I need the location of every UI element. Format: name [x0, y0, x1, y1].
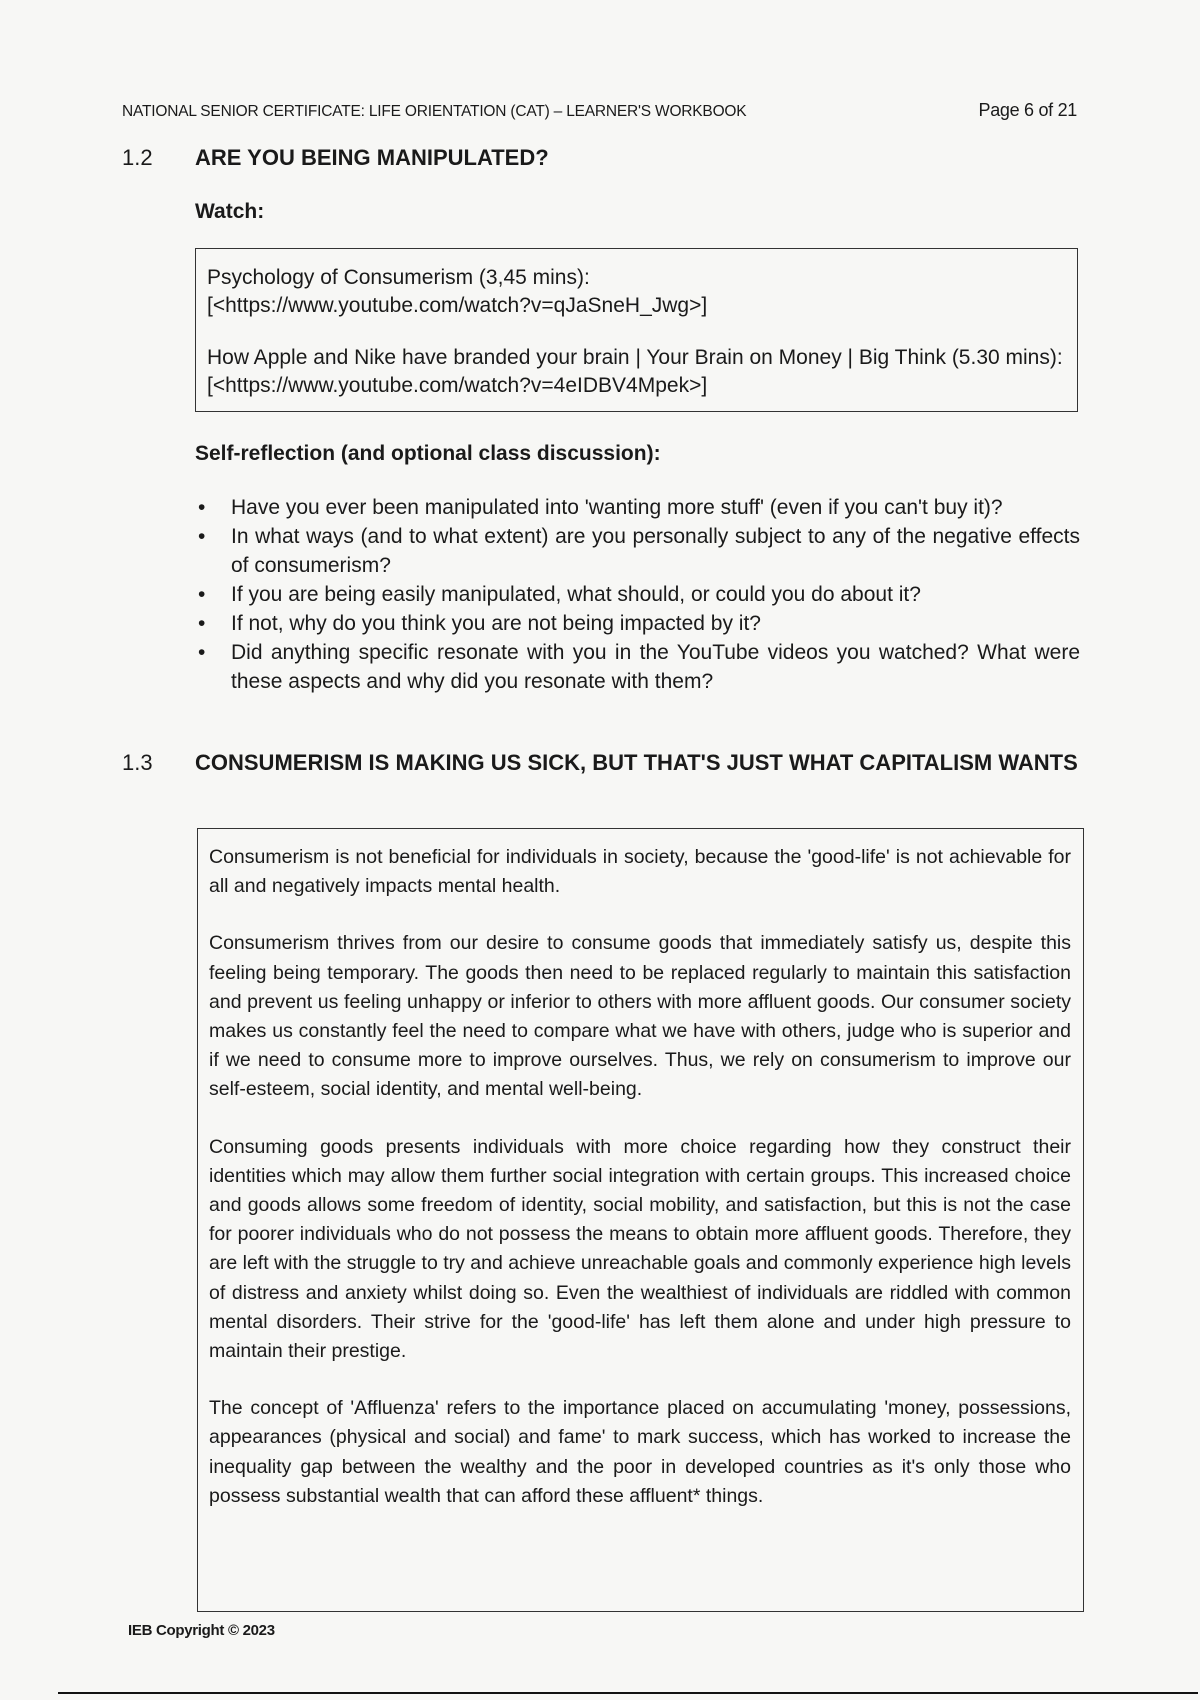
question-text: Did anything specific resonate with you in the YouTube videos you watched? What were these aspects and why did you resonate with them? — [231, 641, 1080, 693]
video-item — [207, 344, 1067, 400]
bullet-icon: • — [198, 583, 206, 606]
list-item — [195, 580, 1080, 609]
article-paragraph: Consuming goods presents individuals with more choice regarding how they construct their identities which may allow them further social integration with certain groups. This increased choice and goods allows some freedom of identity, social mobility, and satisfaction, but this is not the case for poorer individuals who do not possess the means to obtain more affluent goods. Therefore, they are left with the struggle to try and achieve unreachable goals and commonly experience high levels of distress and anxiety whilst doing so. Even the wealthiest of individuals are riddled with common mental disorders. Their strive for the 'good-life' has left them alone and under high pressure to maintain their prestige. — [209, 1135, 1071, 1363]
article-paragraph: The concept of 'Affluenza' refers to the importance placed on accumulating 'money, possessions, appearances (physical and social) and fame' to mark success, which has worked to increase the inequality gap between the wealthy and the poor in developed countries as it's only those who possess substantial wealth that can afford these affluent* things. — [209, 1397, 1071, 1507]
bullet-icon: • — [198, 525, 206, 548]
list-item — [195, 609, 1080, 638]
bullet-icon: • — [198, 641, 206, 664]
video-link[interactable]: [<https://www.youtube.com/watch?v=qJaSneH_Jwg>] — [207, 294, 708, 317]
question-text: In what ways (and to what extent) are you personally subject to any of the negative effects of consumerism? — [231, 525, 1080, 577]
section-1-2-heading — [122, 143, 1082, 173]
question-text: Have you ever been manipulated into 'wanting more stuff' (even if you can't buy it)? — [231, 496, 1003, 519]
video-links-box — [195, 248, 1078, 412]
video-title: Psychology of Consumerism (3,45 mins): — [207, 266, 590, 289]
reflection-question-list — [195, 493, 1080, 696]
video-title-with-link[interactable]: How Apple and Nike have branded your brain | Your Brain on Money | Big Think (5.30 mins): [<https://www.youtube.com/watch?v=4eIDBV4Mpek>] — [207, 346, 1063, 397]
question-text: If you are being easily manipulated, what should, or could you do about it? — [231, 583, 921, 606]
bullet-icon: • — [198, 496, 206, 519]
article-paragraph: Consumerism is not beneficial for individuals in society, because the 'good-life' is not achievable for all and negatively impacts mental health. — [209, 846, 1071, 898]
page-header — [122, 100, 1077, 121]
video-item — [207, 264, 1067, 320]
page-bottom-rule — [58, 1692, 1198, 1694]
question-text: If not, why do you think you are not being impacted by it? — [231, 612, 761, 635]
bullet-icon: • — [198, 612, 206, 635]
section-title: ARE YOU BEING MANIPULATED? — [195, 145, 549, 170]
document-title: NATIONAL SENIOR CERTIFICATE: LIFE ORIENTATION (CAT) – LEARNER'S WORKBOOK — [122, 103, 747, 120]
copyright-footer: IEB Copyright © 2023 — [128, 1622, 275, 1639]
watch-label: Watch: — [195, 200, 265, 223]
section-number: 1.3 — [122, 750, 153, 775]
article-excerpt-box — [197, 828, 1084, 1612]
list-item — [195, 522, 1080, 580]
self-reflection-label: Self-reflection (and optional class discussion): — [195, 442, 661, 465]
article-paragraph: Consumerism thrives from our desire to consume goods that immediately satisfy us, despite this feeling being temporary. The goods then need to be replaced regularly to maintain this satisfaction and prevent us feeling unhappy or inferior to others with more affluent goods. Our consumer society makes us constantly feel the need to compare what we have with others, judge who is superior and if we need to consume more to improve ourselves. Thus, we rely on consumerism to improve our self-esteem, social identity, and mental well-being. — [209, 932, 1071, 1101]
section-number: 1.2 — [122, 145, 153, 170]
list-item — [195, 638, 1080, 696]
list-item — [195, 493, 1080, 522]
page-number: Page 6 of 21 — [978, 100, 1077, 120]
section-title: CONSUMERISM IS MAKING US SICK, BUT THAT'S JUST WHAT CAPITALISM WANTS — [195, 750, 1078, 775]
section-1-3-heading — [122, 748, 1082, 778]
